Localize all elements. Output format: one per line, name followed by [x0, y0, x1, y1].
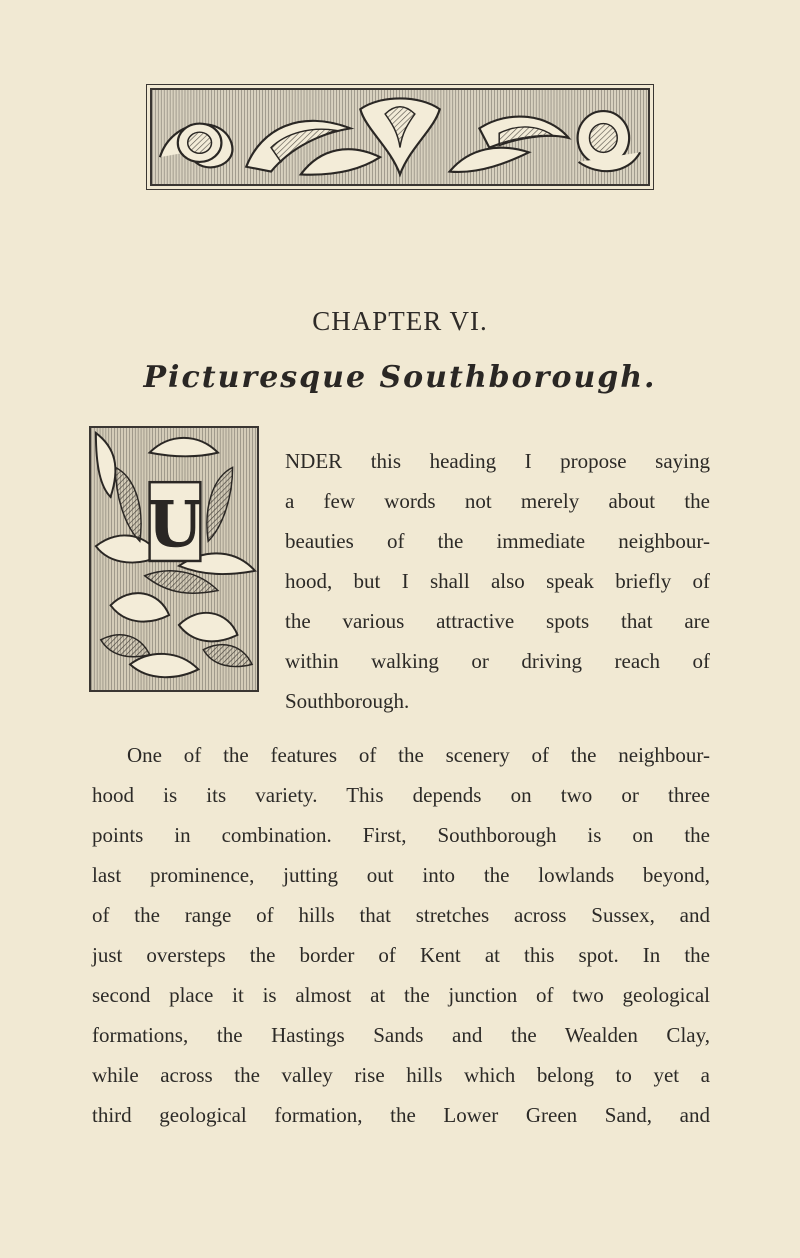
- body-line: while across the valley rise hills which belong to yet a: [92, 1063, 710, 1087]
- body-line: hood is its variety. This depends on two or three: [92, 783, 710, 807]
- intro-line: NDER this heading I propose saying: [285, 449, 710, 473]
- scroll-ornament-icon: [152, 90, 648, 184]
- intro-line: Southborough.: [285, 689, 410, 713]
- decorated-initial: [89, 426, 259, 692]
- headpiece-ornament: [150, 88, 650, 186]
- body-line: just oversteps the border of Kent at this spot. In the: [92, 943, 710, 967]
- body-line: of the range of hills that stretches across Sussex, and: [92, 903, 710, 927]
- intro-line: within walking or driving reach of: [285, 649, 710, 673]
- chapter-heading: CHAPTER VI.: [312, 306, 488, 336]
- floral-initial-icon: [91, 428, 257, 690]
- body-line: third geological formation, the Lower Green Sand, and: [92, 1103, 710, 1127]
- intro-line: hood, but I shall also speak briefly of: [285, 569, 710, 593]
- intro-line: beauties of the immediate neighbour-: [285, 529, 710, 553]
- svg-text:U: U: [147, 486, 203, 562]
- body-line: formations, the Hastings Sands and the Wealden Clay,: [92, 1023, 710, 1047]
- body-line: points in combination. First, Southborough is on the: [92, 823, 710, 847]
- body-line: last prominence, jutting out into the lowlands beyond,: [92, 863, 710, 887]
- intro-line: the various attractive spots that are: [285, 609, 710, 633]
- body-line: second place it is almost at the junction of two geological: [92, 983, 710, 1007]
- body-line: One of the features of the scenery of the neighbour-: [127, 743, 710, 767]
- chapter-title: Picturesque Southborough.: [143, 360, 657, 395]
- intro-line: a few words not merely about the: [285, 489, 710, 513]
